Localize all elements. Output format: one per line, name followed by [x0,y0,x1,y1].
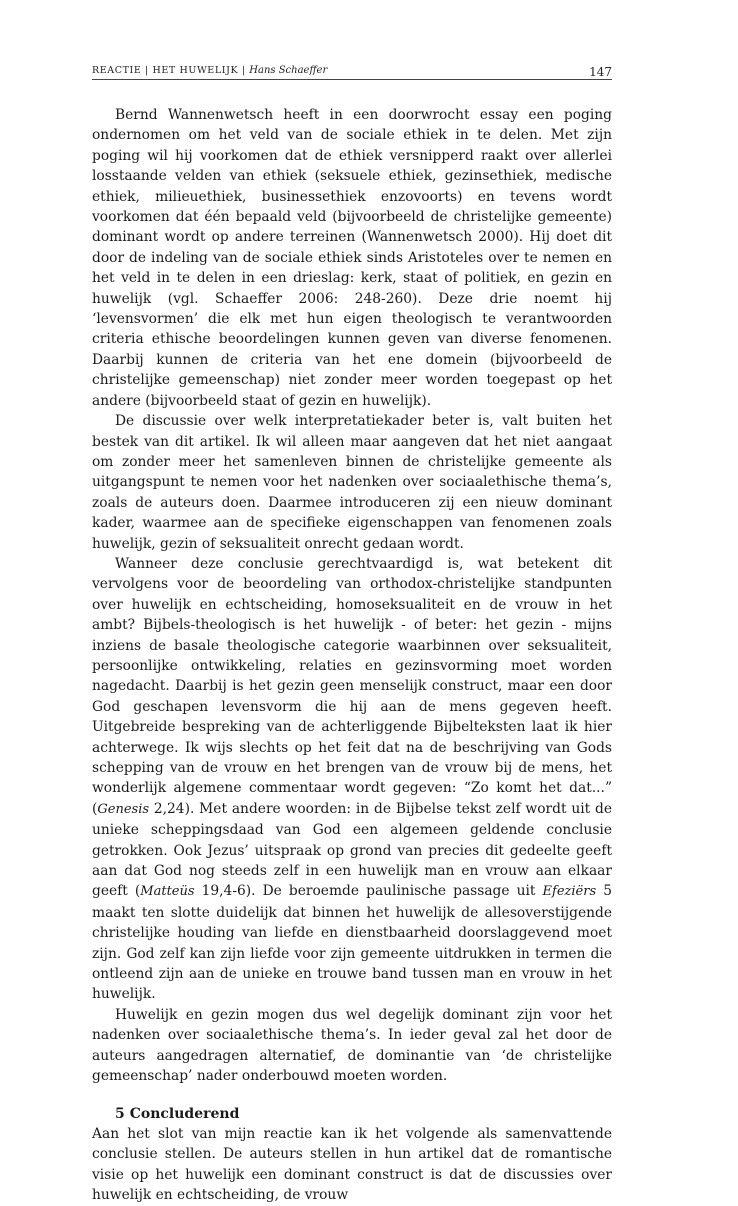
reference-genesis: Genesis [97,801,150,817]
paragraph-3-text-2: 2,24). Met andere woorden: in de Bijbelse tekst zelf wordt uit de unieke scheppingsdaad van God een algemeen geldende conclusie getrokken. Ook Jezus’ uitspraak op grond van precies dit gedeelte geeft aan dat God nog steeds zelf in een huwelijk man en vrouw aan elkaar geeft ( [92,800,612,900]
page-number: 147 [589,65,612,79]
paragraph-3 [92,554,612,1005]
header-rule [92,79,612,80]
reference-matteus: Matteüs [140,884,195,900]
running-title-text: REACTIE | HET HUWELIJK | [92,65,246,76]
paragraph-2: De discussie over welk interpretatiekader beter is, valt buiten het bestek van dit artikel. Ik wil alleen maar aangeven dat het niet aangaat om zonder meer het samenleven binnen de christelijke gemeente als uitgangspunt te nemen voor het nadenken over sociaalethische thema’s, zoals de auteurs doen. Daarmee introduceren zij een nieuw dominant kader, waarmee aan de specifieke eigenschappen van fenomenen zoals huwelijk, gezin of seksualiteit onrecht gedaan wordt. [92,413,612,552]
paragraph-3-text-3: 19,4-6). De beroemde paulinische passage uit [194,883,543,900]
body-text [92,105,612,1206]
reference-efeziers: Efeziërs [542,884,597,900]
paragraph-3-text-1: Wanneer deze conclusie gerechtvaardigd is, wat betekent dit vervolgens voor de beoordeling van orthodox-christelijke standpunten over huwelijk en echtscheiding, homoseksualiteit en de vrouw in het ambt? Bijbels-theologisch is het huwelijk - of beter: het gezin - mijns inziens de basale theologische categorie waarbinnen over seksualiteit, persoonlijke ontwikkeling, relaties en gezinsvorming moet worden nagedacht. Daarbij is het gezin geen menselijk construct, maar een door God geschapen levensvorm die hij aan de mens gegeven heeft. Uitgebreide bespreking van de achterliggende Bijbelteksten laat ik hier achterwege. Ik wijs slechts op het feit dat na de beschrijving van Gods schepping van de vrouw en het brengen van de vrouw bij de mens, het wonderlijk algemene commentaar wordt gegeven: “Zo komt het dat...” ( [92,555,612,817]
section-heading [115,1104,612,1124]
running-header [92,63,612,79]
paragraph-4: Huwelijk en gezin mogen dus wel degelijk dominant zijn voor het nadenken over sociaalethische thema’s. In ieder geval zal het door de auteurs aangedragen alternatief, de dominantie van ‘de christelijke gemeenschap’ nader onderbouwd moeten worden. [92,1006,612,1085]
running-title [92,65,327,76]
section-title: Concluderend [129,1105,240,1122]
section-paragraph-1: Aan het slot van mijn reactie kan ik het volgende als samenvattende conclusie stellen. De auteurs stellen in hun artikel dat de romantische visie op het huwelijk een dominant construct is dat de discussies over huwelijk en echtscheiding, de vrouw [92,1125,612,1204]
running-author: Hans Schaeffer [249,65,328,76]
paragraph-1: Bernd Wannenwetsch heeft in een doorwrocht essay een poging ondernomen om het veld van de sociale ethiek in te delen. Met zijn poging wil hij voorkomen dat de ethiek versnipperd raakt over allerlei losstaande velden van ethiek (seksuele ethiek, gezinsethiek, medische ethiek, milieuethiek, businessethiek enzovoorts) en tevens wordt voorkomen dat één bepaald veld (bijvoorbeeld de christelijke gemeente) dominant wordt op andere terreinen (Wannenwetsch 2000). Hij doet dit door de indeling van de sociale ethiek sinds Aristoteles over te nemen en het veld in te delen in een drieslag: kerk, staat of politiek, en gezin en huwelijk (vgl. Schaeffer 2006: 248-260). Deze drie noemt hij ‘levensvormen’ die elk met hun eigen theologisch te verantwoorden criteria ethische beoordelingen kunnen geven van diverse fenomenen. Daarbij kunnen de criteria van het ene domein (bijvoorbeeld de christelijke gemeenschap) niet zonder meer worden toegepast op het andere (bijvoorbeeld staat of gezin en huwelijk). [92,107,612,409]
section-number: 5 [115,1105,125,1122]
paragraph-3-text-4: 5 maakt ten slotte duidelijk dat binnen het huwelijk de allesoverstijgende christelijke houding van liefde en dienstbaarheid doorslaggevend moet zijn. God zelf kan zijn liefde voor zijn gemeente uitdrukken in termen die ontleend zijn aan de unieke en trouwe band tussen man en vrouw in het huwelijk. [92,883,612,1003]
